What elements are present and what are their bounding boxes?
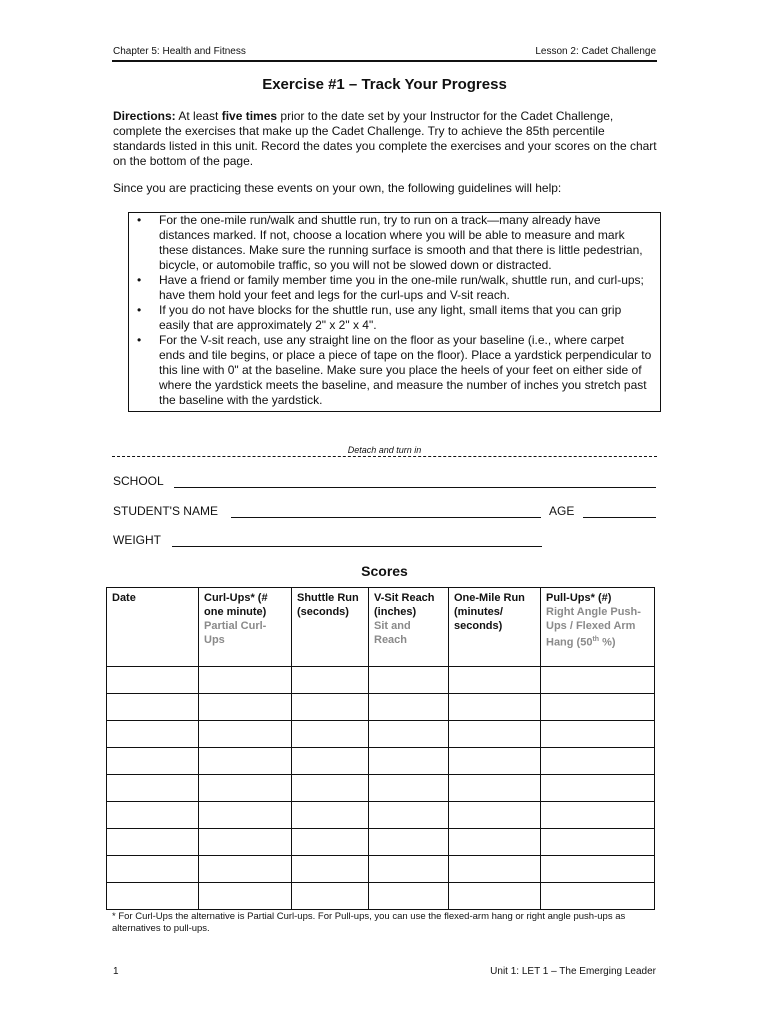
- weight-label: WEIGHT: [113, 533, 161, 547]
- column-header-date: [107, 588, 199, 667]
- score-cell[interactable]: [449, 856, 541, 883]
- column-header-label: V-Sit Reach (inches): [374, 592, 435, 618]
- score-cell[interactable]: [199, 721, 292, 748]
- score-cell[interactable]: [541, 856, 655, 883]
- detach-label: Detach and turn in: [347, 445, 422, 455]
- column-header-pull-ups: [541, 588, 655, 667]
- directions-text-pre: At least: [175, 109, 222, 123]
- score-cell[interactable]: [107, 667, 199, 694]
- score-cell[interactable]: [541, 721, 655, 748]
- header-lesson: Lesson 2: Cadet Challenge: [535, 46, 656, 57]
- age-label: AGE: [549, 504, 575, 518]
- score-cell[interactable]: [292, 721, 369, 748]
- score-cell[interactable]: [369, 667, 449, 694]
- score-cell[interactable]: [107, 883, 199, 910]
- alternative-tail: %): [599, 636, 616, 649]
- score-cell[interactable]: [292, 829, 369, 856]
- score-cell[interactable]: [541, 748, 655, 775]
- bullet-icon: •: [137, 303, 142, 317]
- alternative-text: Right Angle Push-Ups / Flexed Arm Hang (50: [546, 606, 641, 649]
- score-cell[interactable]: [107, 802, 199, 829]
- school-label: SCHOOL: [113, 474, 164, 488]
- score-cell[interactable]: [107, 775, 199, 802]
- guideline-text: Have a friend or family member time you in the one-mile run/walk, shuttle run, and curl-ups; have them hold your feet and legs for the curl-ups and V-sit reach.: [159, 273, 644, 302]
- score-cell[interactable]: [369, 829, 449, 856]
- column-header-label: One-Mile Run (minutes/ seconds): [454, 592, 525, 632]
- score-cell[interactable]: [292, 667, 369, 694]
- score-cell[interactable]: [369, 748, 449, 775]
- page-title: Exercise #1 – Track Your Progress: [262, 76, 507, 93]
- score-cell[interactable]: [449, 829, 541, 856]
- score-cell[interactable]: [369, 856, 449, 883]
- score-cell[interactable]: [199, 856, 292, 883]
- directions-label: Directions:: [113, 109, 176, 123]
- score-cell[interactable]: [199, 775, 292, 802]
- bullet-icon: •: [137, 333, 142, 347]
- score-cell[interactable]: [199, 802, 292, 829]
- column-header-one-mile-run: [449, 588, 541, 667]
- school-field[interactable]: [174, 487, 656, 488]
- guideline-item: [129, 213, 660, 273]
- score-cell[interactable]: [449, 748, 541, 775]
- score-cell[interactable]: [107, 694, 199, 721]
- column-header-alternative: [546, 605, 649, 650]
- score-cell[interactable]: [199, 883, 292, 910]
- age-field[interactable]: [583, 517, 656, 518]
- scores-title: Scores: [361, 563, 408, 579]
- score-cell[interactable]: [292, 694, 369, 721]
- score-cell[interactable]: [199, 829, 292, 856]
- score-cell[interactable]: [292, 856, 369, 883]
- column-header-label: Pull-Ups* (#): [546, 592, 612, 604]
- guideline-text: If you do not have blocks for the shuttle run, use any light, small items that you can grip easily that are approximately 2" x 2" x 4".: [159, 303, 622, 332]
- column-header-label: Curl-Ups* (# one minute): [204, 592, 268, 618]
- alternative-superscript: th: [592, 636, 600, 643]
- score-cell[interactable]: [292, 883, 369, 910]
- table-row: [107, 721, 655, 748]
- score-cell[interactable]: [292, 775, 369, 802]
- score-cell[interactable]: [541, 829, 655, 856]
- table-row: [107, 829, 655, 856]
- score-cell[interactable]: [369, 802, 449, 829]
- weight-field[interactable]: [172, 546, 542, 547]
- table-row: [107, 775, 655, 802]
- student-name-label: STUDENT'S NAME: [113, 504, 218, 518]
- column-header-v-sit-reach: [369, 588, 449, 667]
- score-cell[interactable]: [107, 748, 199, 775]
- directions-text-post: prior to the date set by your Instructor for the Cadet Challenge, complete the exercises that make up the Cadet Challenge. Try to achieve the 85th percentile standards listed in this unit. Record the dates you complete the exercises and your scores on the chart on the bottom of the page.: [113, 109, 657, 168]
- footnote: * For Curl-Ups the alternative is Partial Curl-ups. For Pull-ups, you can use the flexed-arm hang or right angle push-ups as alternatives to pull-ups.: [112, 911, 626, 934]
- scores-table: [106, 587, 655, 910]
- header-rule: [112, 60, 657, 62]
- bullet-icon: •: [137, 273, 142, 287]
- score-cell[interactable]: [541, 775, 655, 802]
- directions-emphasis: five times: [221, 109, 278, 123]
- student-name-field[interactable]: [231, 517, 541, 518]
- table-row: [107, 748, 655, 775]
- score-cell[interactable]: [449, 775, 541, 802]
- guidelines-box: [128, 212, 661, 412]
- score-cell[interactable]: [199, 667, 292, 694]
- score-cell[interactable]: [369, 883, 449, 910]
- column-header-alternative: Partial Curl-Ups: [204, 620, 267, 646]
- column-header-shuttle-run: [292, 588, 369, 667]
- score-cell[interactable]: [541, 667, 655, 694]
- column-header-curl-ups: [199, 588, 292, 667]
- directions-paragraph: [113, 109, 658, 169]
- score-cell[interactable]: [541, 883, 655, 910]
- footer-unit: Unit 1: LET 1 – The Emerging Leader: [490, 966, 656, 977]
- guidelines-list: [129, 213, 660, 408]
- score-cell[interactable]: [199, 694, 292, 721]
- guideline-text: For the V-sit reach, use any straight line on the floor as your baseline (i.e., where carpet ends and tile begins, or place a piece of tape on the floor). Place a yardstick perpendicular to this line with 0" at the baseline. Make sure you place the heels of your feet on either side of where the yardstick meets the baseline, and measure the number of inches you stretch past the baseline with the yardstick.: [159, 333, 652, 407]
- score-cell[interactable]: [107, 721, 199, 748]
- guideline-text: For the one-mile run/walk and shuttle run, try to run on a track—many already have distances marked. If not, choose a location where you will be able to measure and mark these distances. Make sure the running surface is smooth and that there is little pedestrian, bicycle, or automobile traffic, so you will not be slowed down or distracted.: [159, 213, 643, 272]
- guideline-item: [129, 303, 660, 333]
- score-cell[interactable]: [107, 856, 199, 883]
- column-header-label: Date: [112, 592, 136, 604]
- table-row: [107, 883, 655, 910]
- score-cell[interactable]: [292, 748, 369, 775]
- score-cell[interactable]: [449, 883, 541, 910]
- score-cell[interactable]: [107, 829, 199, 856]
- guidelines-intro: Since you are practicing these events on your own, the following guidelines will help:: [113, 181, 562, 195]
- score-cell[interactable]: [369, 721, 449, 748]
- score-cell[interactable]: [541, 694, 655, 721]
- page-number: 1: [113, 966, 119, 977]
- score-cell[interactable]: [449, 721, 541, 748]
- table-row: [107, 667, 655, 694]
- header-chapter: Chapter 5: Health and Fitness: [113, 46, 246, 57]
- table-header-row: [107, 588, 655, 667]
- score-cell[interactable]: [199, 748, 292, 775]
- detach-cut-line: [112, 456, 657, 457]
- score-cell[interactable]: [449, 694, 541, 721]
- score-cell[interactable]: [369, 775, 449, 802]
- scores-table-body: [107, 667, 655, 910]
- table-row: [107, 802, 655, 829]
- column-header-label: Shuttle Run (seconds): [297, 592, 359, 618]
- guideline-item: [129, 333, 660, 408]
- bullet-icon: •: [137, 213, 142, 227]
- score-cell[interactable]: [449, 667, 541, 694]
- score-cell[interactable]: [449, 802, 541, 829]
- table-row: [107, 694, 655, 721]
- score-cell[interactable]: [369, 694, 449, 721]
- table-row: [107, 856, 655, 883]
- column-header-alternative: Sit and Reach: [374, 620, 411, 646]
- score-cell[interactable]: [541, 802, 655, 829]
- guideline-item: [129, 273, 660, 303]
- score-cell[interactable]: [292, 802, 369, 829]
